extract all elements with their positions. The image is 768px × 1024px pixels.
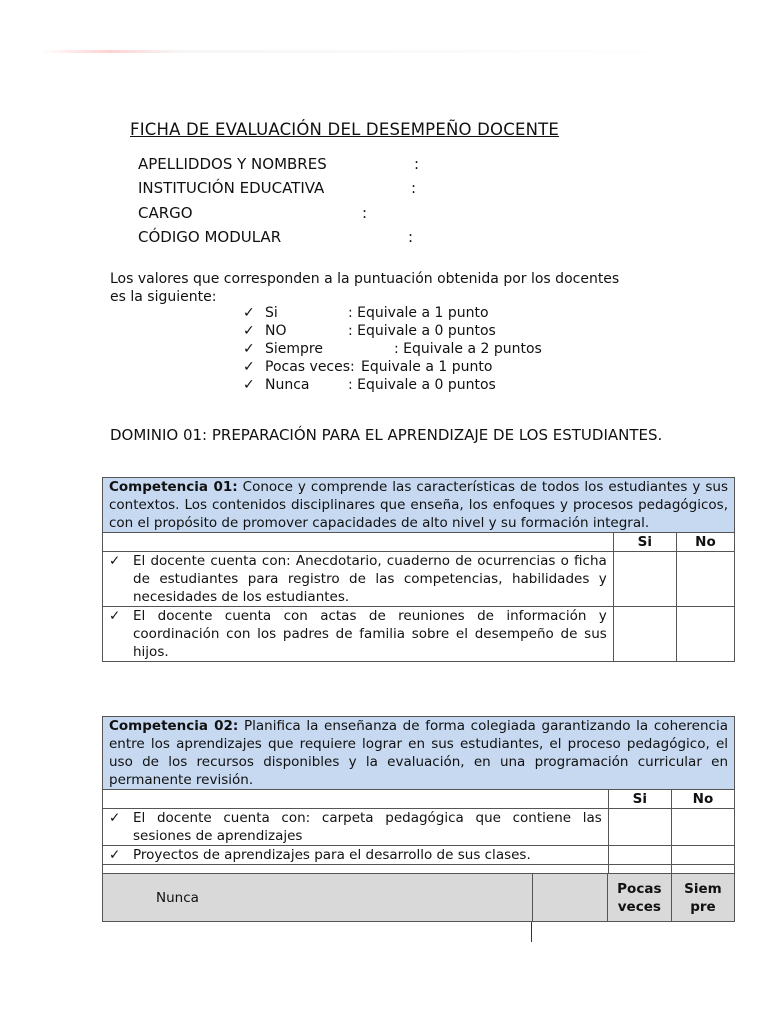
indicator-text: El docente cuenta con: Anecdotario, cuaderno de ocurrencias o ficha de estudiantes para registro de las competencias, habilidades y necesidades de los estudiantes.: [133, 553, 607, 605]
answer-cell-si[interactable]: [613, 607, 676, 662]
value-desc: : Equivale a 0 puntos: [348, 323, 496, 339]
answer-cell-no[interactable]: [671, 846, 734, 865]
competencia-label: Competencia 01:: [109, 479, 238, 495]
answer-cell-si[interactable]: [613, 552, 676, 607]
competencia-text: Conoce y comprende las características de todos los estudiantes y sus contextos. Los contenidos disciplinares que enseña, los enfoques y procesos pedagógicos, con el propósito de promover capacidades de alto nivel y su formación integral.: [109, 479, 728, 531]
indicator-text: El docente cuenta con actas de reuniones de información y coordinación con los padres de familia sobre el desempeño de sus hijos.: [133, 608, 607, 660]
answer-cell-si[interactable]: [608, 846, 671, 865]
indicator-row: [103, 552, 614, 607]
value-name: Siempre: [265, 341, 323, 357]
column-header-si: Si: [613, 533, 676, 552]
column-header-si: Si: [608, 790, 671, 809]
indicator-text: El docente cuenta con: carpeta pedagógica que contiene las sesiones de aprendizajes: [133, 810, 602, 844]
competencia-01-table: [102, 477, 735, 662]
competencia-label: Competencia 02:: [109, 718, 239, 734]
answer-cell-si[interactable]: [608, 809, 671, 846]
page-title: FICHA DE EVALUACIÓN DEL DESEMPEÑO DOCENTE: [130, 120, 560, 139]
field-colon: :: [411, 179, 417, 197]
value-name: Nunca: [265, 377, 310, 393]
check-icon: ✓: [109, 810, 121, 826]
empty-cell: [103, 790, 609, 809]
value-desc: Equivale a 1 punto: [361, 359, 493, 375]
competencia-text: Planifica la enseñanza de forma colegiada garantizando la coherencia entre los aprendizajes que requiere lograr en sus estudiantes, el proceso pedagógico, el uso de los recursos disponibles y la evaluación, en una programación curricular en permanente revisión.: [109, 718, 728, 788]
value-item: [243, 358, 493, 376]
check-icon: ✓: [243, 305, 255, 321]
value-desc: : Equivale a 0 puntos: [348, 377, 496, 393]
empty-cell: [103, 533, 614, 552]
indicator-row: [103, 607, 614, 662]
header-decoration-line: [40, 50, 740, 53]
competencia-02-table: [102, 716, 735, 881]
competencia-02-header: [103, 717, 735, 790]
value-desc: : Equivale a 2 puntos: [394, 341, 542, 357]
field-label-cargo: CARGO: [138, 204, 193, 222]
field-colon: :: [408, 228, 414, 246]
value-name: NO: [265, 323, 287, 339]
value-item: [243, 376, 496, 394]
value-item: [243, 304, 489, 322]
indicator-row: [103, 809, 609, 846]
check-icon: ✓: [243, 323, 255, 339]
empty-cell: [532, 874, 607, 922]
answer-cell-no[interactable]: [671, 809, 734, 846]
value-name: Si: [265, 305, 278, 321]
check-icon: ✓: [243, 359, 255, 375]
value-item: [243, 340, 542, 358]
competencia-01-header: [103, 478, 735, 533]
check-icon: ✓: [109, 553, 121, 569]
frequency-label-nunca: Nunca: [103, 874, 533, 922]
indicator-text: Proyectos de aprendizajes para el desarrollo de sus clases.: [133, 847, 531, 863]
answer-cell-no[interactable]: [676, 552, 734, 607]
table-continuation-line: [531, 922, 532, 942]
field-colon: :: [414, 155, 420, 173]
value-desc: : Equivale a 1 punto: [348, 305, 489, 321]
intro-paragraph: Los valores que corresponden a la puntuación obtenida por los docentes es la siguiente:: [110, 271, 620, 305]
value-item: [243, 322, 496, 340]
frequency-label-siempre: Siem pre: [671, 874, 734, 922]
column-header-no: No: [671, 790, 734, 809]
answer-cell-no[interactable]: [676, 607, 734, 662]
field-colon: :: [362, 204, 368, 222]
frequency-label-pocas-veces: Pocas veces: [607, 874, 671, 922]
check-icon: ✓: [109, 847, 121, 863]
check-icon: ✓: [243, 377, 255, 393]
check-icon: ✓: [243, 341, 255, 357]
field-label-codigo: CÓDIGO MODULAR: [138, 228, 282, 246]
indicator-row: [103, 846, 609, 865]
field-label-apellidos: APELLIDDOS Y NOMBRES: [138, 155, 327, 173]
dominio-heading: DOMINIO 01: PREPARACIÓN PARA EL APRENDIZAJE DE LOS ESTUDIANTES.: [110, 426, 663, 444]
frequency-header-table: [102, 873, 735, 922]
value-name: Pocas veces:: [265, 359, 355, 375]
column-header-no: No: [676, 533, 734, 552]
field-label-institucion: INSTITUCIÓN EDUCATIVA: [138, 179, 325, 197]
check-icon: ✓: [109, 608, 121, 624]
